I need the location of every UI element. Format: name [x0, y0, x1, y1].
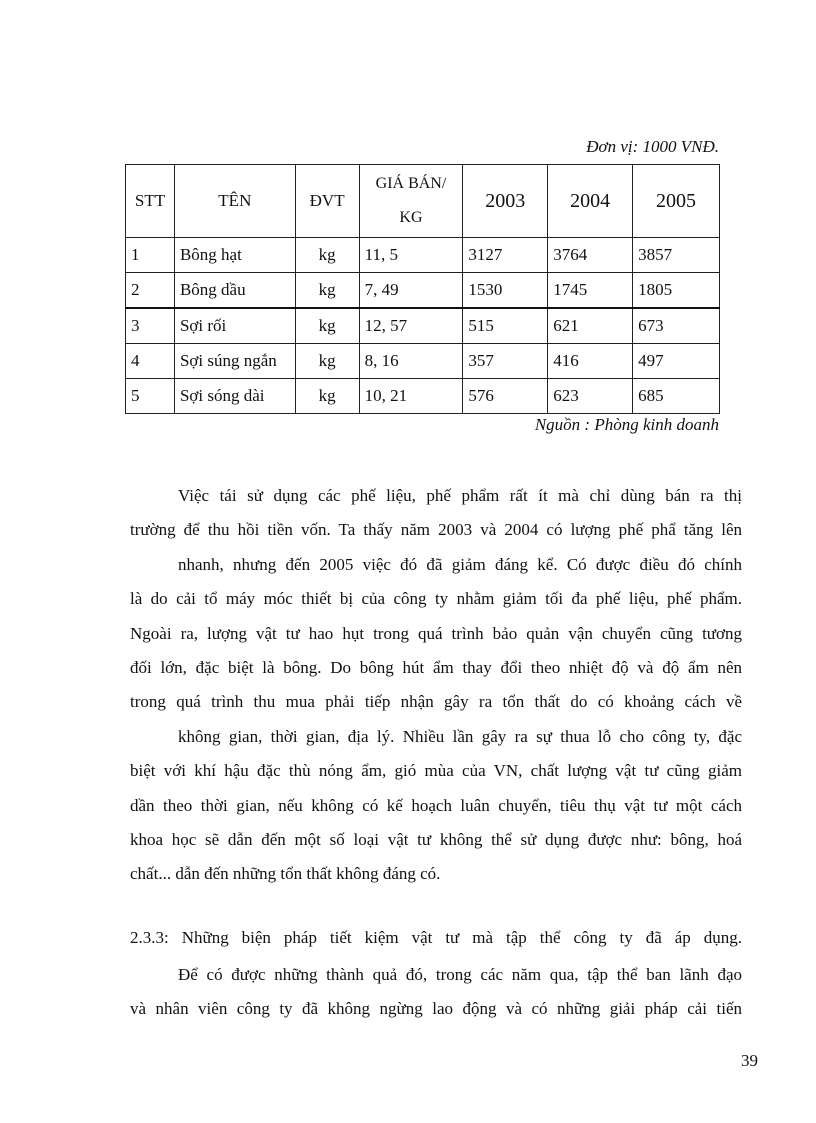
header-price — [359, 165, 463, 238]
paragraph-line: và nhân viên công ty đã không ngừng lao động và có những giải pháp cải tiến — [130, 999, 742, 1019]
header-price-line2: KG — [399, 209, 423, 226]
table-header-row — [126, 165, 720, 238]
cell-2005: 673 — [633, 308, 720, 344]
page-number: 39 — [741, 1051, 758, 1070]
cell-2003: 576 — [463, 379, 548, 414]
cell-stt: 2 — [126, 273, 175, 309]
cell-stt: 5 — [126, 379, 175, 414]
cell-stt: 4 — [126, 344, 175, 379]
cell-2003: 3127 — [463, 238, 548, 273]
cell-2005: 3857 — [633, 238, 720, 273]
paragraph-line: trong quá trình thu mua phải tiếp nhận gây ra tổn thất do có khoảng cách về — [130, 692, 742, 712]
source-note: Nguồn : Phòng kinh doanh — [534, 415, 719, 434]
cell-2005: 685 — [633, 379, 720, 414]
header-stt: STT — [126, 165, 175, 238]
paragraph-line: chất... dẫn đến những tổn thất không đáng có. — [130, 864, 441, 884]
cell-name: Bông hạt — [174, 238, 295, 273]
paragraph-line: Việc tái sử dụng các phế liệu, phế phẩm rất ít mà chỉ dùng bán ra thị — [178, 486, 742, 505]
paragraph-line: Ngoài ra, lượng vật tư hao hụt trong quá trình bảo quản vận chuyển cũng tương — [130, 623, 742, 643]
header-2004: 2004 — [548, 165, 633, 238]
header-name: TÊN — [174, 165, 295, 238]
section-heading: 2.3.3: Những biện pháp tiết kiệm vật tư mà tập thể công ty đã áp dụng. — [130, 928, 742, 947]
cell-stt: 3 — [126, 308, 175, 344]
cell-2005: 1805 — [633, 273, 720, 309]
cell-unit: kg — [295, 344, 359, 379]
cell-2004: 416 — [548, 344, 633, 379]
paragraph-line: Để có được những thành quả đó, trong các năm qua, tập thể ban lãnh đạo — [178, 965, 742, 984]
cell-2004: 1745 — [548, 273, 633, 309]
cell-2005: 497 — [633, 344, 720, 379]
paragraph-line: nhanh, nhưng đến 2005 việc đó đã giảm đáng kể. Có được điều đó chính — [178, 554, 742, 574]
table-row — [126, 379, 720, 414]
table-row — [126, 308, 720, 344]
header-unit: ĐVT — [295, 165, 359, 238]
cell-stt: 1 — [126, 238, 175, 273]
cell-price: 12, 57 — [359, 308, 463, 344]
cell-unit: kg — [295, 238, 359, 273]
paragraph-line: dần theo thời gian, nếu không có kế hoạch luân chuyển, tiêu thụ vật tư một cách — [130, 795, 742, 815]
paragraph-line: khoa học sẽ dẫn đến một số loại vật tư không thể sử dụng được như: bông, hoá — [130, 829, 742, 849]
cell-unit: kg — [295, 308, 359, 344]
cell-2003: 515 — [463, 308, 548, 344]
body-paragraph-2 — [130, 958, 742, 1027]
cell-name: Sợi sóng dài — [174, 379, 295, 414]
cell-name: Sợi súng ngắn — [174, 344, 295, 379]
cell-price: 8, 16 — [359, 344, 463, 379]
paragraph-line: đối lớn, đặc biệt là bông. Do bông hút ẩm thay đổi theo nhiệt độ và độ ẩm nên — [130, 657, 742, 677]
cell-price: 7, 49 — [359, 273, 463, 309]
paragraph-line: biệt với khí hậu đặc thù nóng ẩm, gió mùa của VN, chất lượng vật tư cũng giảm — [130, 761, 742, 781]
header-price-line1: GIÁ BÁN/ — [375, 175, 447, 192]
table-row — [126, 344, 720, 379]
cell-2004: 3764 — [548, 238, 633, 273]
table-row — [126, 273, 720, 309]
unit-note: Đơn vị: 1000 VNĐ. — [586, 137, 719, 156]
cell-price: 11, 5 — [359, 238, 463, 273]
cell-name: Sợi rối — [174, 308, 295, 344]
cell-2004: 623 — [548, 379, 633, 414]
header-2005: 2005 — [633, 165, 720, 238]
materials-table — [125, 164, 720, 414]
table-row — [126, 238, 720, 273]
cell-2004: 621 — [548, 308, 633, 344]
cell-unit: kg — [295, 379, 359, 414]
cell-unit: kg — [295, 273, 359, 309]
cell-2003: 357 — [463, 344, 548, 379]
cell-name: Bông dầu — [174, 273, 295, 309]
header-2003: 2003 — [463, 165, 548, 238]
cell-price: 10, 21 — [359, 379, 463, 414]
body-paragraph-1 — [130, 479, 742, 892]
cell-2003: 1530 — [463, 273, 548, 309]
paragraph-line: không gian, thời gian, địa lý. Nhiều lần gây ra sự thua lỗ cho công ty, đặc — [178, 726, 742, 746]
paragraph-line: là do cải tổ máy móc thiết bị của công ty nhằm giảm tối đa phế liệu, phế phẩm. — [130, 589, 742, 609]
paragraph-line: trường để thu hồi tiền vốn. Ta thấy năm 2003 và 2004 có lượng phế phẩ tăng lên — [130, 520, 742, 540]
